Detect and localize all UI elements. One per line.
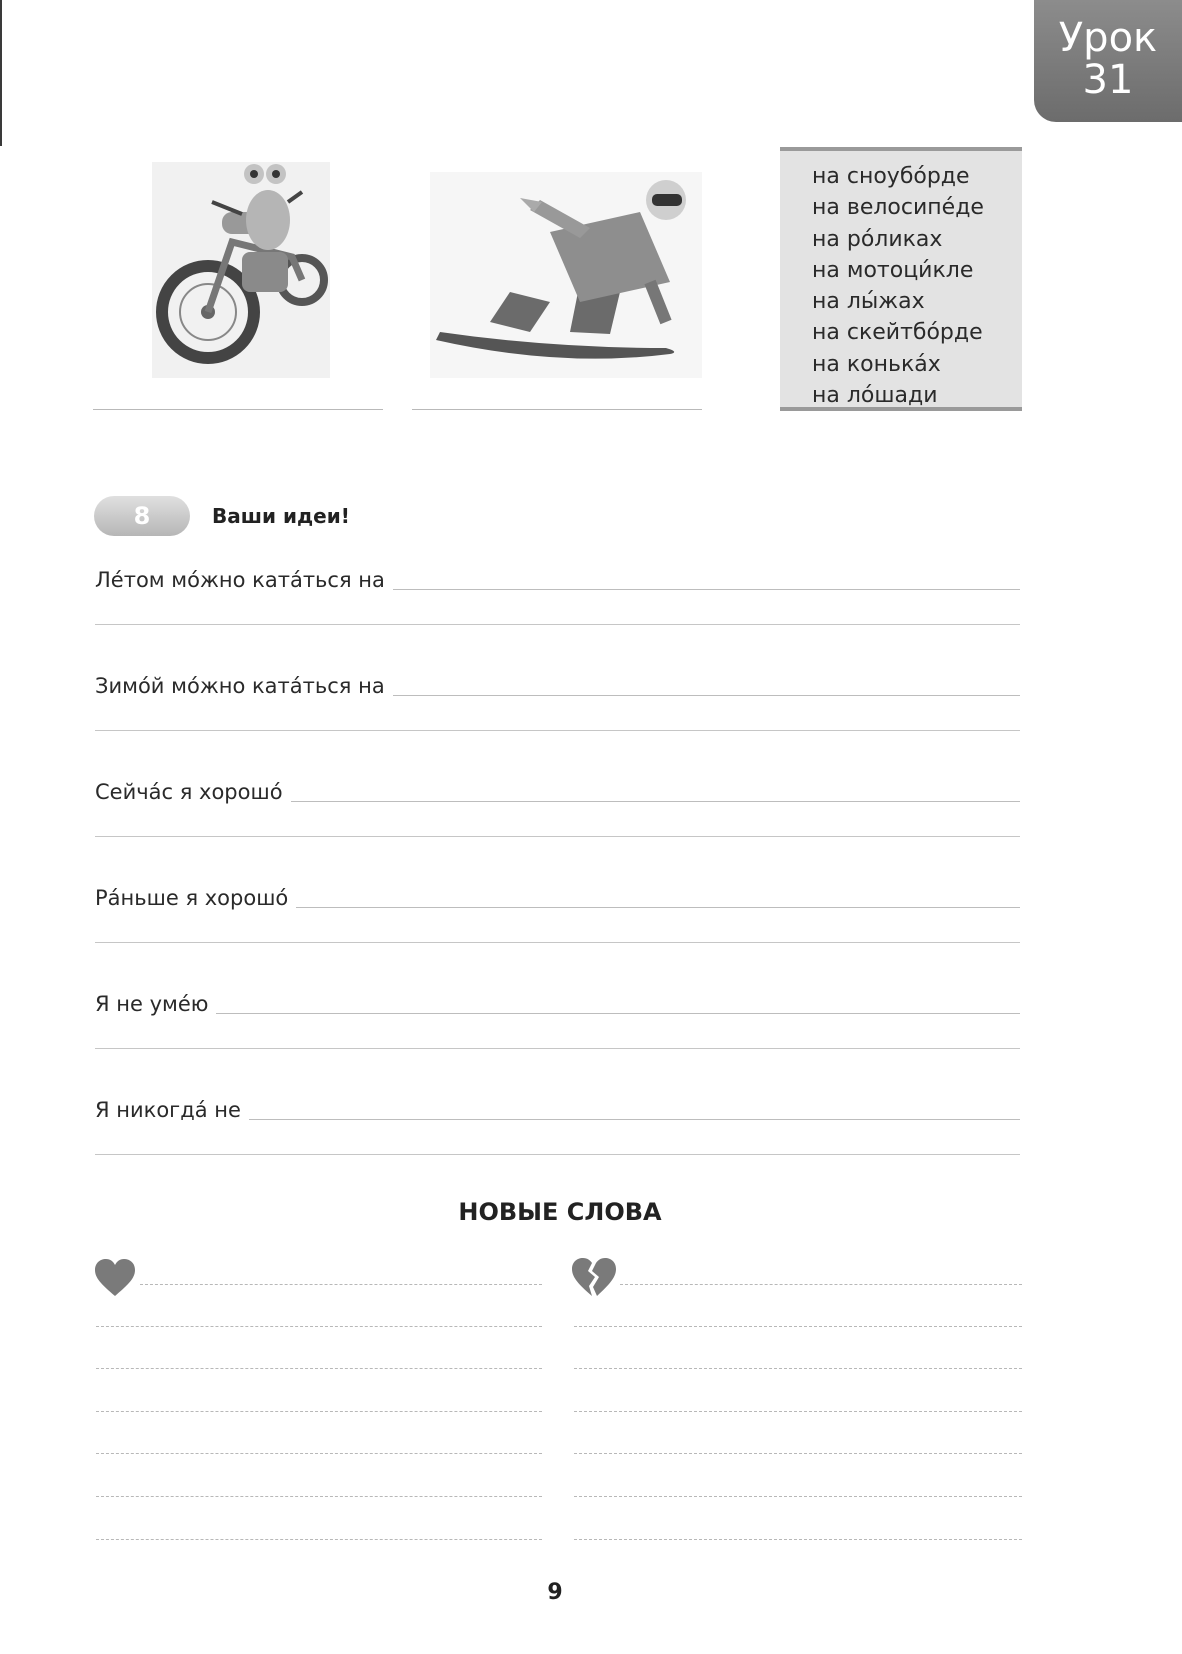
word-bank-item: на сноубо́рде xyxy=(812,164,970,189)
writing-line[interactable] xyxy=(95,1013,1020,1014)
prompt-text: Зимо́й мо́жно ката́ться на xyxy=(95,674,393,698)
writing-line[interactable] xyxy=(95,1154,1020,1155)
prompt-line[interactable] xyxy=(95,884,1020,914)
prompt-line[interactable] xyxy=(95,990,1020,1020)
word-bank-item: на лы́жах xyxy=(812,289,925,315)
writing-line[interactable] xyxy=(95,836,1020,837)
new-word-line[interactable] xyxy=(96,1326,542,1327)
page-edge-line xyxy=(0,0,2,146)
lesson-word: Урок xyxy=(1058,15,1158,61)
word-bank xyxy=(780,147,1022,411)
new-word-line[interactable] xyxy=(96,1496,542,1497)
lesson-number: 31 xyxy=(1082,57,1134,103)
prompt-text: Ле́том мо́жно ката́ться на xyxy=(95,568,393,592)
new-word-line[interactable] xyxy=(574,1496,1022,1497)
heart-icon xyxy=(93,1258,137,1298)
lesson-tab xyxy=(1034,0,1182,122)
answer-line-1[interactable] xyxy=(93,409,383,410)
prompt-line[interactable] xyxy=(95,566,1020,596)
prompt-text: Я не уме́ю xyxy=(95,992,216,1016)
prompt-text: Ра́ньше я хорошо́ xyxy=(95,886,296,910)
new-word-line[interactable] xyxy=(574,1539,1022,1540)
answer-line-2[interactable] xyxy=(412,409,702,410)
new-word-line[interactable] xyxy=(574,1368,1022,1369)
new-word-line[interactable] xyxy=(574,1453,1022,1454)
exercise-title: Ваши идеи! xyxy=(212,504,350,528)
word-bank-item: на ро́ликах xyxy=(812,226,943,252)
motorcycle-frog-image xyxy=(152,162,330,378)
snowboarder-image xyxy=(430,172,702,378)
new-word-line[interactable] xyxy=(96,1368,542,1369)
word-bank-item: на ло́шади xyxy=(812,383,938,409)
word-bank-item: на конька́х xyxy=(812,351,941,377)
word-bank-item: на мотоци́кле xyxy=(812,257,974,283)
word-bank-item: на скейтбо́рде xyxy=(812,320,983,346)
writing-line[interactable] xyxy=(95,730,1020,731)
new-word-line[interactable] xyxy=(574,1411,1022,1412)
prompt-line[interactable] xyxy=(95,672,1020,702)
new-word-line[interactable] xyxy=(140,1284,542,1285)
writing-line[interactable] xyxy=(95,1048,1020,1049)
new-word-line[interactable] xyxy=(574,1326,1022,1327)
new-word-line[interactable] xyxy=(620,1284,1022,1285)
new-word-line[interactable] xyxy=(96,1411,542,1412)
word-bank-item: на велосипе́де xyxy=(812,195,984,221)
prompt-text: Сейча́с я хорошо́ xyxy=(95,780,291,804)
writing-line[interactable] xyxy=(95,624,1020,625)
new-word-line[interactable] xyxy=(96,1453,542,1454)
prompt-line[interactable] xyxy=(95,1096,1020,1126)
new-words-title: НОВЫЕ СЛОВА xyxy=(458,1198,662,1226)
prompt-text: Я никогда́ не xyxy=(95,1098,249,1122)
new-word-line[interactable] xyxy=(96,1539,542,1540)
exercise-number-badge: 8 xyxy=(94,496,190,536)
page-number: 9 xyxy=(547,1580,563,1605)
writing-line[interactable] xyxy=(95,942,1020,943)
broken-heart-icon xyxy=(570,1256,618,1298)
prompt-line[interactable] xyxy=(95,778,1020,808)
